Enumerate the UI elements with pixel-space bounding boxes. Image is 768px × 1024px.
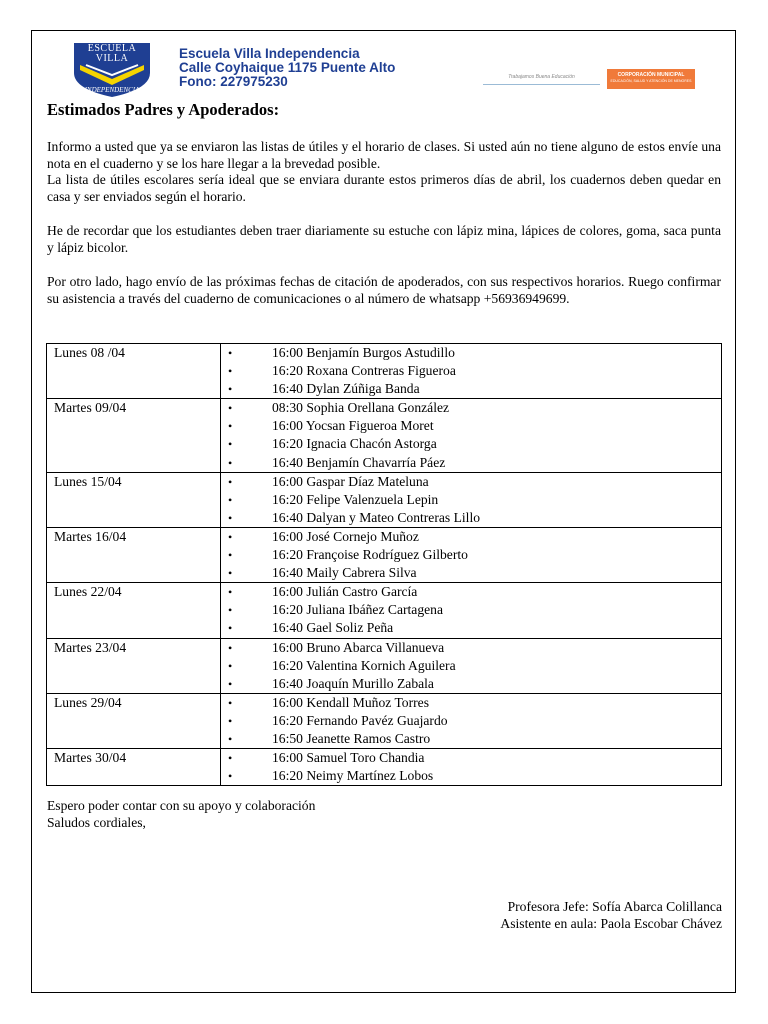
paragraph-4: Por otro lado, hago envío de las próximas fechas de citación de apoderados, con sus respectivos horarios. Ruego confirmar su asistencia a través del cuaderno de comunicaciones o al número de whatsapp +56936949699. xyxy=(47,274,721,306)
schedule-slot xyxy=(221,619,721,637)
bullet-icon: • xyxy=(228,640,233,655)
bullet-icon: • xyxy=(228,585,233,600)
paragraph-3: He de recordar que los estudiantes deben traer diariamente su estuche con lápiz mina, lápices de colores, goma, saca punta y lápiz bicolor. xyxy=(47,223,721,255)
schedule-slot xyxy=(221,380,721,398)
slot-text: 16:20 Neimy Martínez Lobos xyxy=(272,768,434,784)
bullet-icon: • xyxy=(228,751,233,766)
schedule-row xyxy=(47,749,722,786)
schedule-slot xyxy=(221,657,721,675)
slot-text: 16:20 Françoise Rodríguez Gilberto xyxy=(272,547,468,563)
schedule-slot xyxy=(221,749,721,767)
closing xyxy=(47,798,315,831)
slot-text: 16:20 Juliana Ibáñez Cartagena xyxy=(272,602,443,618)
schedule-slot xyxy=(221,435,721,453)
corporation-name: CORPORACIÓN MUNICIPAL xyxy=(617,72,685,78)
closing-line-1: Espero poder contar con su apoyo y colaboración xyxy=(47,798,316,813)
schedule-slots xyxy=(221,693,722,748)
slot-text: 16:00 Gaspar Díaz Mateluna xyxy=(272,473,429,489)
bullet-icon: • xyxy=(228,492,233,507)
slot-text: 16:00 Julián Castro García xyxy=(272,584,418,600)
bullet-icon: • xyxy=(228,731,233,746)
schedule-row xyxy=(47,472,722,527)
bullet-icon: • xyxy=(228,695,233,710)
schedule-slot xyxy=(221,639,721,657)
schedule-row xyxy=(47,399,722,472)
schedule-slot xyxy=(221,712,721,730)
schedule-row xyxy=(47,527,722,582)
bullet-icon: • xyxy=(228,437,233,452)
closing-line-2: Saludos cordiales, xyxy=(47,814,146,830)
school-phone: Fono: 227975230 xyxy=(179,74,288,89)
school-name: Escuela Villa Independencia xyxy=(179,46,360,61)
bullet-icon: • xyxy=(228,346,233,360)
schedule-date: Lunes 22/04 xyxy=(47,583,221,638)
schedule-slot xyxy=(221,583,721,601)
bullet-icon: • xyxy=(228,713,233,728)
school-info xyxy=(179,47,395,89)
slot-text: 16:40 Dylan Zúñiga Banda xyxy=(272,381,420,397)
signature-assistant: Asistente en aula: Paola Escobar Chávez xyxy=(500,915,722,931)
schedule-date: Lunes 15/04 xyxy=(47,472,221,527)
letter-greeting: Estimados Padres y Apoderados: xyxy=(47,100,280,119)
bullet-icon: • xyxy=(228,621,233,636)
schedule-date: Martes 16/04 xyxy=(47,527,221,582)
crest-text-top: ESCUELA xyxy=(87,43,137,54)
schedule-row xyxy=(47,693,722,748)
slot-text: 08:30 Sophia Orellana González xyxy=(272,400,450,416)
schedule-slot xyxy=(221,528,721,546)
slot-text: 16:40 Maily Cabrera Silva xyxy=(272,565,417,581)
schedule-slots xyxy=(221,399,722,472)
bullet-icon: • xyxy=(228,419,233,434)
signature-block xyxy=(500,899,722,932)
school-address: Calle Coyhaique 1175 Puente Alto xyxy=(179,60,396,75)
schedule-date: Lunes 29/04 xyxy=(47,693,221,748)
schedule-date: Martes 23/04 xyxy=(47,638,221,693)
slot-text: 16:20 Valentina Kornich Aguilera xyxy=(272,657,456,673)
schedule-slot xyxy=(221,546,721,564)
slot-text: 16:20 Felipe Valenzuela Lepin xyxy=(272,491,439,507)
schedule-slot xyxy=(221,509,721,527)
slot-text: 16:40 Dalyan y Mateo Contreras Lillo xyxy=(272,509,481,525)
schedule-row xyxy=(47,583,722,638)
schedule-slots xyxy=(221,638,722,693)
schedule-slot xyxy=(221,675,721,693)
schedule-row xyxy=(47,344,722,399)
schedule-date: Martes 30/04 xyxy=(47,749,221,786)
bullet-icon: • xyxy=(228,658,233,673)
schedule-slot xyxy=(221,454,721,472)
schedule-slots xyxy=(221,527,722,582)
crest-text-bottom: INDEPENDENCIA xyxy=(84,86,140,94)
bullet-icon: • xyxy=(228,603,233,618)
slot-text: 16:20 Ignacia Chacón Astorga xyxy=(272,436,437,452)
bullet-icon: • xyxy=(228,548,233,563)
schedule-slot xyxy=(221,694,721,712)
schedule-slot xyxy=(221,399,721,417)
slot-text: 16:00 Yocsan Figueroa Moret xyxy=(272,418,434,434)
letterhead xyxy=(72,43,702,97)
slot-text: 16:40 Gael Soliz Peña xyxy=(272,620,394,636)
crest-text-mid: VILLA xyxy=(95,53,129,64)
slot-text: 16:50 Jeanette Ramos Castro xyxy=(272,730,431,746)
schedule-slot xyxy=(221,344,721,362)
signature-teacher: Profesora Jefe: Sofía Abarca Colillanca xyxy=(507,899,722,914)
slot-text: 16:40 Joaquín Murillo Zabala xyxy=(272,675,434,691)
slot-text: 16:00 Kendall Muñoz Torres xyxy=(272,694,429,710)
school-crest-icon xyxy=(72,43,152,97)
bullet-icon: • xyxy=(228,566,233,581)
schedule-date: Martes 09/04 xyxy=(47,399,221,472)
slot-text: 16:00 José Cornejo Muñoz xyxy=(272,528,419,544)
schedule-slots xyxy=(221,344,722,399)
schedule-date: Lunes 08 /04 xyxy=(47,344,221,399)
schedule-slot xyxy=(221,601,721,619)
bullet-icon: • xyxy=(228,529,233,544)
bullet-icon: • xyxy=(228,510,233,525)
schedule-row xyxy=(47,638,722,693)
slot-text: 16:00 Benjamín Burgos Astudillo xyxy=(272,345,455,360)
schedule-table xyxy=(46,343,722,786)
schedule-slots xyxy=(221,472,722,527)
schedule-slot xyxy=(221,491,721,509)
schedule-slot xyxy=(221,767,721,785)
slot-text: 16:20 Roxana Contreras Figueroa xyxy=(272,363,456,379)
bullet-icon: • xyxy=(228,364,233,379)
schedule-slot xyxy=(221,473,721,491)
slot-text: 16:40 Benjamín Chavarría Páez xyxy=(272,454,446,470)
corporation-subtitle: EDUCACIÓN, SALUD Y ATENCIÓN DE MENORES xyxy=(610,79,692,83)
bullet-icon: • xyxy=(228,401,233,416)
bullet-icon: • xyxy=(228,455,233,470)
slot-text: 16:00 Bruno Abarca Villanueva xyxy=(272,639,445,655)
bullet-icon: • xyxy=(228,769,233,784)
bullet-icon: • xyxy=(228,474,233,489)
schedule-slots xyxy=(221,749,722,786)
slot-text: 16:00 Samuel Toro Chandia xyxy=(272,750,425,766)
tagline: Trabajamos Buena Educación xyxy=(483,74,600,85)
paragraph-2: La lista de útiles escolares sería ideal que se enviara durante estos primeros días de abril, los cuadernos deben quedar en casa y ser enviados según el horario. xyxy=(47,172,721,204)
schedule-slot xyxy=(221,417,721,435)
slot-text: 16:20 Fernando Pavéz Guajardo xyxy=(272,712,448,728)
schedule-slot xyxy=(221,362,721,380)
paragraph-1: Informo a usted que ya se enviaron las listas de útiles y el horario de clases. Si usted aún no tiene alguno de estos envíe una nota en el cuaderno y se los hare llegar a la brevedad posible. xyxy=(47,139,721,171)
schedule-slot xyxy=(221,564,721,582)
schedule-slots xyxy=(221,583,722,638)
bullet-icon: • xyxy=(228,676,233,691)
corporation-logo xyxy=(607,69,695,89)
bullet-icon: • xyxy=(228,382,233,397)
schedule-slot xyxy=(221,730,721,748)
